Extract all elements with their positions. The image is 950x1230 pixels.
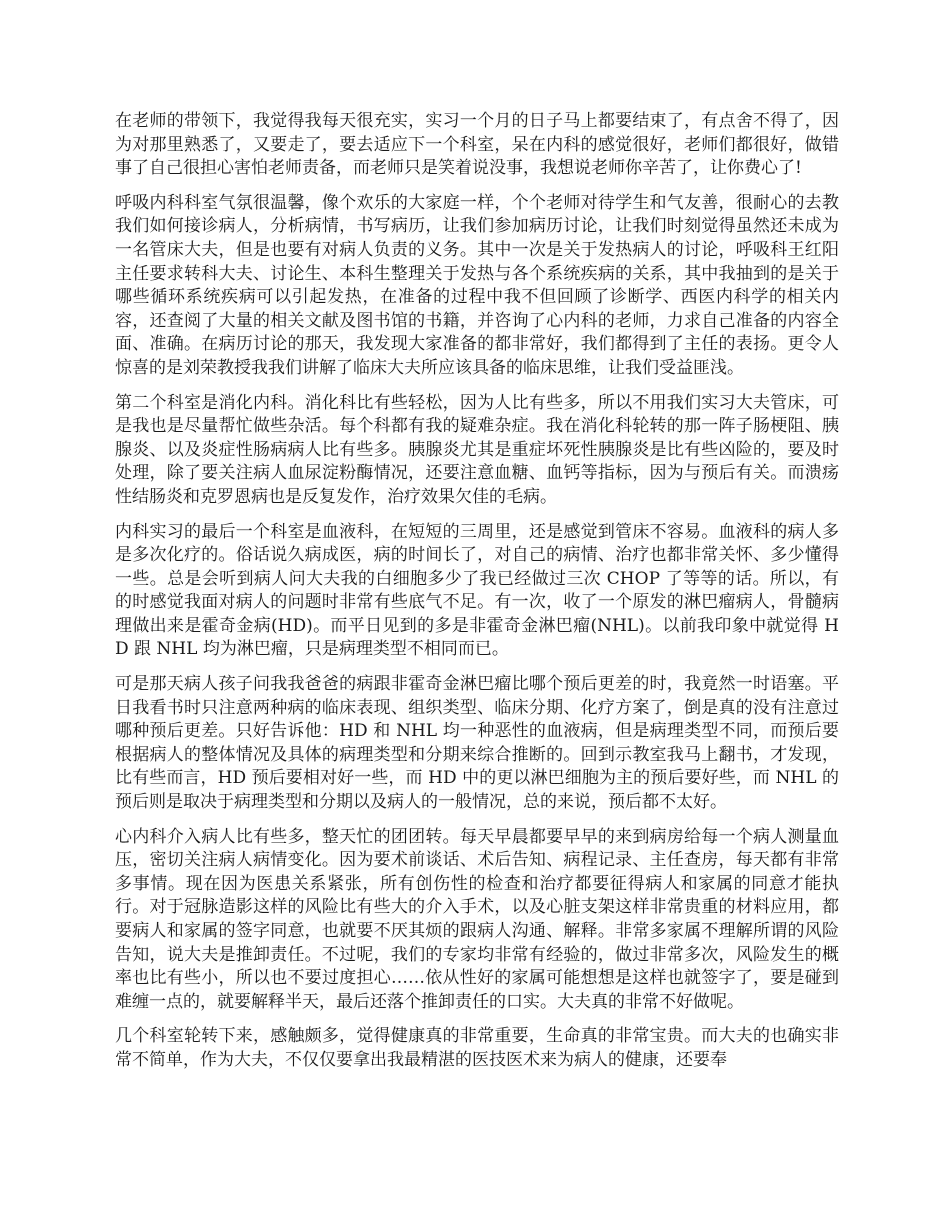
paragraph-respiratory: 呼吸内科科室气氛很温馨，像个欢乐的大家庭一样，个个老师对待学生和气友善，很耐心的去教我们如何接诊病人，分析病情，书写病历，让我们参加病历讨论，让我们时刻觉得虽然还未成为一名管床大夫，但是也要有对病人负责的义务。其中一次是关于发热病人的讨论，呼吸科王红阳主任要求转科大夫、讨论生、本科生整理关于发热与各个系统疾病的关系，其中我抽到的是关于哪些循环系统疾病可以引起发热，在准备的过程中我不但回顾了诊断学、西医内科学的相关内容，还查阅了大量的相关文献及图书馆的书籍，并咨询了心内科的老师，力求自己准备的内容全面、准确。在病历讨论的那天，我发现大家准备的都非常好，我们都得到了主任的表扬。更令人惊喜的是刘荣教授我我们讲解了临床大夫所应该具备的临床思维，让我们受益匪浅。 xyxy=(115,192,839,378)
document-body xyxy=(115,110,839,1084)
paragraph-gastro: 第二个科室是消化内科。消化科比有些轻松，因为人比有些多，所以不用我们实习大夫管床，可是我也是尽量帮忙做些杂活。每个科都有我的疑难杂症。我在消化科轮转的那一阵子肠梗阻、胰腺炎、以及炎症性肠病病人比有些多。胰腺炎尤其是重症坏死性胰腺炎是比有些凶险的，要及时处理，除了要关注病人血尿淀粉酶情况，还要注意血糖、血钙等指标，因为与预后有关。而溃疡性结肠炎和克罗恩病也是反复发作，治疗效果欠佳的毛病。 xyxy=(115,392,839,507)
paragraph-hematology: 内科实习的最后一个科室是血液科，在短短的三周里，还是感觉到管床不容易。血液科的病人多是多次化疗的。俗话说久病成医，病的时间长了，对自己的病情、治疗也都非常关怀、多少懂得一些。总是会听到病人问大夫我的白细胞多少了我已经做过三次 CHOP 了等等的话。所以，有的时感觉我面对病人的问题时非常有些底气不足。有一次，收了一个原发的淋巴瘤病人，骨髓病理做出来是霍奇金病(HD)。而平日见到的多是非霍奇金淋巴瘤(NHL)。以前我印象中就觉得 HD 跟 NHL 均为淋巴瘤，只是病理类型不相同而已。 xyxy=(115,521,839,660)
paragraph-cardiology: 心内科介入病人比有些多，整天忙的团团转。每天早晨都要早早的来到病房给每一个病人测量血压，密切关注病人病情变化。因为要术前谈话、术后告知、病程记录、主任查房，每天都有非常多事情。现在因为医患关系紧张，所有创伤性的检查和治疗都要征得病人和家属的同意才能执行。对于冠脉造影这样的风险比有些大的介入手术，以及心脏支架这样非常贵重的材料应用，都要病人和家属的签字同意，也就要不厌其烦的跟病人沟通、解释。非常多家属不理解所谓的风险告知，说大夫是推卸责任。不过呢，我们的专家均非常有经验的，做过非常多次，风险发生的概率也比有些小，所以也不要过度担心……依从性好的家属可能想想是这样也就签字了，要是碰到难缠一点的，就要解释半天，最后还落个推卸责任的口实。大夫真的非常不好做呢。 xyxy=(115,826,839,1012)
paragraph-prognosis: 可是那天病人孩子问我我爸爸的病跟非霍奇金淋巴瘤比哪个预后更差的时，我竟然一时语塞。平日我看书时只注意两种病的临床表现、组织类型、临床分期、化疗方案了，倒是真的没有注意过哪种预后更差。只好告诉他：HD 和 NHL 均一种恶性的血液病，但是病理类型不同，而预后要根据病人的整体情况及具体的病理类型和分期来综合推断的。回到示教室我马上翻书，才发现，比有些而言，HD 预后要相对好一些，而 HD 中的更以淋巴细胞为主的预后要好些，而 NHL 的预后则是取决于病理类型和分期以及病人的一般情况，总的来说，预后都不太好。 xyxy=(115,674,839,813)
paragraph-intro: 在老师的带领下，我觉得我每天很充实，实习一个月的日子马上都要结束了，有点舍不得了，因为对那里熟悉了，又要走了，要去适应下一个科室，呆在内科的感觉很好，老师们都很好，做错事了自己很担心害怕老师责备，而老师只是笑着说没事，我想说老师你辛苦了，让你费心了! xyxy=(115,111,839,179)
paragraph-conclusion: 几个科室轮转下来，感触颇多，觉得健康真的非常重要，生命真的非常宝贵。而大夫的也确实非常不简单，作为大夫，不仅仅要拿出我最精湛的医技医术来为病人的健康，还要奉 xyxy=(115,1026,839,1070)
